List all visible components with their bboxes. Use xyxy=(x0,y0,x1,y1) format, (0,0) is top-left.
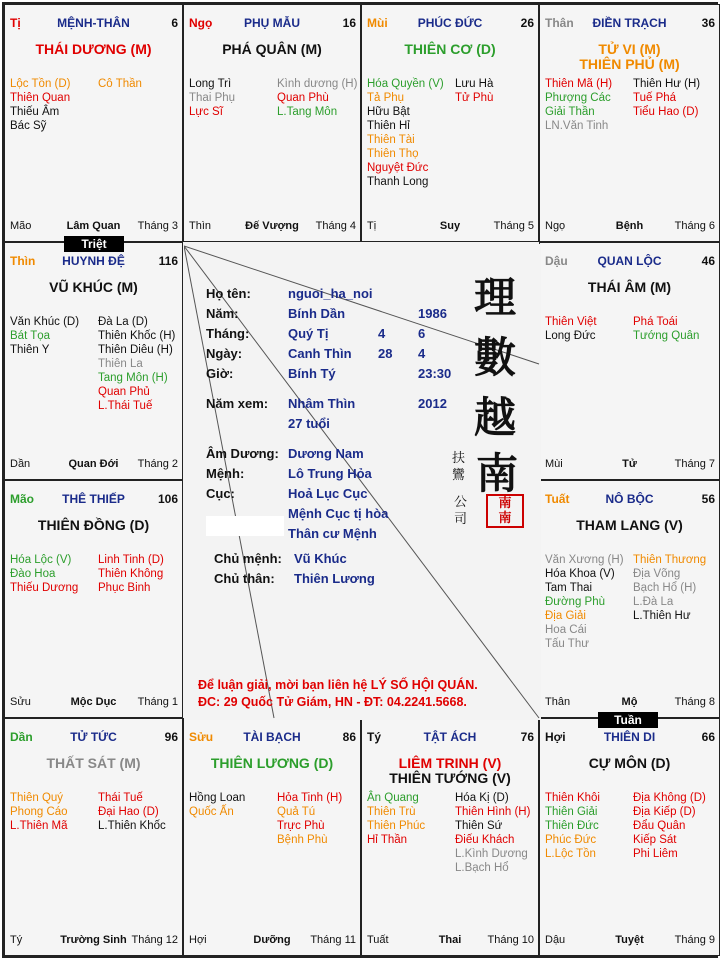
star-column xyxy=(10,315,79,357)
star-item: L.Tang Môn xyxy=(277,106,338,118)
star-item: L.Thái Tuế xyxy=(98,400,153,412)
star-column xyxy=(277,77,357,119)
palace-month-branch: Tý xyxy=(10,934,23,946)
calligraphy-char-2: 數 xyxy=(474,333,517,382)
calligraphy-small-1: 扶 鸞 xyxy=(452,451,466,483)
star-item: Thiên Giải xyxy=(545,806,598,818)
main-star: THIÊN TƯỚNG (V) xyxy=(389,770,511,786)
star-item: Ân Quang xyxy=(367,792,419,804)
star-item: Hóa Khoa (V) xyxy=(545,568,615,580)
calligraphy-char-1: 理 xyxy=(474,273,517,322)
year-number: 1986 xyxy=(418,306,447,321)
star-item: Tả Phụ xyxy=(367,92,405,104)
star-item: Tấu Thư xyxy=(545,638,589,650)
palace-branch: Dần xyxy=(10,730,33,744)
palace-branch: Thân xyxy=(545,16,574,30)
month-label: Tháng: xyxy=(206,326,250,341)
star-item: Tam Thai xyxy=(545,582,593,594)
star-column xyxy=(189,791,245,819)
star-column xyxy=(545,553,624,651)
destiny-master-value: Vũ Khúc xyxy=(294,551,347,566)
star-item: Long Đức xyxy=(545,330,596,342)
calligraphy-small-2: 公 司 xyxy=(454,495,468,527)
palace-number: 76 xyxy=(520,730,534,744)
day-solar: 4 xyxy=(418,346,426,361)
main-star: THÁI DƯƠNG (M) xyxy=(35,41,152,57)
star-column xyxy=(633,553,706,623)
star-item: Thiên Khôi xyxy=(545,792,600,804)
age-value: 27 tuổi xyxy=(288,416,330,431)
star-column xyxy=(545,315,597,343)
star-column xyxy=(98,77,142,91)
palace-header xyxy=(5,16,182,32)
horoscope-board xyxy=(2,2,718,958)
palace-month: Tháng 5 xyxy=(493,220,534,232)
palace-header xyxy=(540,254,719,270)
tuan-tag: Tuần xyxy=(598,712,658,728)
main-star: THÁI ÂM (M) xyxy=(587,279,672,295)
star-item: Hóa Lộc (V) xyxy=(10,554,72,566)
star-item: Thiên Diêu (H) xyxy=(98,344,173,356)
star-column xyxy=(633,315,699,343)
palace-branch: Dậu xyxy=(545,254,568,268)
star-item: Thanh Long xyxy=(367,176,429,188)
palace-month: Tháng 12 xyxy=(131,934,178,946)
main-star: THẤT SÁT (M) xyxy=(46,755,141,771)
star-item: Thiên Tài xyxy=(367,134,415,146)
palace-month-branch: Ngọ xyxy=(545,220,566,232)
star-item: L.Đà La xyxy=(633,596,674,608)
star-item: Cô Thần xyxy=(98,78,142,90)
palace-number: 36 xyxy=(701,16,715,30)
palace-number: 6 xyxy=(171,16,178,30)
star-item: Hữu Bật xyxy=(367,106,410,118)
palace-life-stage: Tử xyxy=(622,458,637,470)
center-info-panel xyxy=(184,244,541,720)
palace-mui xyxy=(361,4,539,242)
palace-number: 26 xyxy=(520,16,534,30)
name-label: Họ tên: xyxy=(206,286,251,301)
palace-month-branch: Tị xyxy=(367,220,377,232)
month-lunar: 4 xyxy=(378,326,386,341)
element-label: Cục: xyxy=(206,486,235,501)
palace-branch: Hợi xyxy=(545,730,566,744)
palace-month: Tháng 10 xyxy=(487,934,534,946)
star-item: Phá Toái xyxy=(633,316,678,328)
star-item: Bát Tọa xyxy=(10,330,51,342)
calligraphy-char-3: 越 xyxy=(474,393,517,442)
star-item: Địa Võng xyxy=(633,568,681,580)
star-item: Địa Giải xyxy=(545,610,586,622)
star-item: Thiên Phúc xyxy=(367,820,426,832)
palace-dau xyxy=(539,242,720,480)
star-column xyxy=(10,553,78,595)
star-item: Phục Binh xyxy=(98,582,151,594)
star-item: Đào Hoa xyxy=(10,568,56,580)
palace-number: 96 xyxy=(164,730,178,744)
star-column xyxy=(633,791,706,861)
palace-ti xyxy=(4,4,183,242)
element-note-1: Mệnh Cục tị hòa xyxy=(288,506,389,521)
body-master-label: Chủ thân: xyxy=(214,571,275,586)
palace-header xyxy=(184,730,360,746)
element-value: Hoả Lục Cục xyxy=(288,486,368,501)
star-item: Lực Sĩ xyxy=(189,106,223,118)
star-item: Hóa Kị (D) xyxy=(455,792,509,804)
view-year-value: Nhâm Thìn xyxy=(288,396,356,411)
palace-number: 106 xyxy=(157,492,178,506)
star-item: Hỏa Tinh (H) xyxy=(277,792,343,804)
month-value: Quý Tị xyxy=(288,326,329,341)
palace-month-branch: Mão xyxy=(10,220,32,232)
star-item: Thiếu Âm xyxy=(10,106,60,118)
palace-name: PHÚC ĐỨC xyxy=(417,16,483,30)
palace-name: PHỤ MẪU xyxy=(244,16,300,30)
palace-number: 46 xyxy=(701,254,715,268)
yin-yang-value: Dương Nam xyxy=(288,446,364,461)
star-item: Lưu Hà xyxy=(455,78,494,90)
star-item: Tiểu Hao (D) xyxy=(633,106,699,118)
palace-month: Tháng 8 xyxy=(674,696,715,708)
palace-branch: Tị xyxy=(10,16,21,30)
star-item: Tử Phù xyxy=(455,92,494,104)
star-item: Đường Phù xyxy=(545,596,605,608)
star-item: L.Bạch Hổ xyxy=(455,862,509,874)
star-item: Thiên Đức xyxy=(545,820,599,832)
star-item: Địa Không (D) xyxy=(633,792,706,804)
star-item: Trực Phù xyxy=(277,820,325,832)
main-star: CỰ MÔN (D) xyxy=(588,755,671,771)
palace-name: ĐIỀN TRẠCH xyxy=(592,16,667,30)
palace-header xyxy=(5,492,182,508)
star-item: Bệnh Phù xyxy=(277,834,328,846)
palace-life-stage: Quan Đới xyxy=(68,458,119,470)
star-item: Tướng Quân xyxy=(633,330,700,342)
palace-header xyxy=(362,16,538,32)
palace-life-stage: Suy xyxy=(439,220,461,232)
palace-name: THÊ THIẾP xyxy=(62,492,125,506)
palace-month: Tháng 3 xyxy=(137,220,178,232)
palace-hoi xyxy=(539,718,720,956)
star-item: Thái Tuế xyxy=(98,792,143,804)
view-year-label: Năm xem: xyxy=(206,396,269,411)
palace-life-stage: Mộ xyxy=(621,696,638,708)
palace-header xyxy=(5,254,182,270)
main-star: LIÊM TRINH (V) xyxy=(398,755,502,771)
main-star: TỬ VI (M) xyxy=(598,41,661,57)
star-item: L.Thiên Khốc xyxy=(98,820,166,832)
star-column xyxy=(545,77,612,133)
palace-month-branch: Sửu xyxy=(10,696,31,708)
palace-month: Tháng 1 xyxy=(137,696,178,708)
palace-name: HUYNH ĐỆ xyxy=(62,254,125,268)
star-item: Phượng Các xyxy=(545,92,611,104)
star-item: Đà La (D) xyxy=(98,316,148,328)
palace-header xyxy=(5,730,182,746)
palace-month: Tháng 11 xyxy=(310,934,356,946)
star-item: Tuế Phá xyxy=(633,92,677,104)
star-column xyxy=(277,791,342,847)
palace-number: 116 xyxy=(158,254,178,268)
yin-yang-label: Âm Dương: xyxy=(206,446,279,461)
palace-name: TẬT ÁCH xyxy=(423,730,477,744)
star-item: Thiên Hỉ xyxy=(367,120,410,132)
palace-name: THIÊN DI xyxy=(603,730,656,744)
palace-branch: Sửu xyxy=(189,730,214,744)
main-star: THIÊN CƠ (D) xyxy=(404,41,496,57)
star-item: Thiên Sứ xyxy=(455,820,503,832)
main-star: THIÊN LƯƠNG (D) xyxy=(210,755,334,771)
star-item: Thiên Y xyxy=(10,344,50,356)
star-column xyxy=(98,791,166,833)
star-item: L.Kình Dương xyxy=(455,848,528,860)
palace-month-branch: Dần xyxy=(10,458,31,470)
star-column xyxy=(455,791,530,875)
palace-dan xyxy=(4,718,183,956)
palace-than xyxy=(539,4,720,242)
year-value: Bính Dần xyxy=(288,306,346,321)
star-item: Phi Liêm xyxy=(633,848,678,860)
star-item: Lộc Tồn (D) xyxy=(10,78,71,90)
palace-header xyxy=(184,16,360,32)
star-item: Thiên Quý xyxy=(10,792,64,804)
palace-ty xyxy=(361,718,539,956)
star-item: Thiên Thọ xyxy=(367,148,419,160)
palace-name: TỬ TỨC xyxy=(70,730,117,744)
star-column xyxy=(455,77,493,105)
palace-life-stage: Đế Vượng xyxy=(245,220,299,232)
star-item: Hoa Cái xyxy=(545,624,587,636)
star-item: Quan Phù xyxy=(277,92,329,104)
destiny-value: Lô Trung Hỏa xyxy=(288,466,372,481)
palace-name: NÔ BỘC xyxy=(605,492,654,506)
main-star: THIÊN ĐỒNG (D) xyxy=(37,517,150,533)
palace-life-stage: Lâm Quan xyxy=(66,220,121,232)
star-item: Bạch Hổ (H) xyxy=(633,582,697,594)
star-item: Thiên Quan xyxy=(10,92,71,104)
month-solar: 6 xyxy=(418,326,426,341)
star-item: Bác Sỹ xyxy=(10,120,47,132)
contact-line-1: Để luận giải, mời bạn liên hệ LÝ SỐ HỘI QUÁN. xyxy=(198,678,478,692)
palace-life-stage: Thai xyxy=(438,934,462,946)
body-master-value: Thiên Lương xyxy=(294,571,375,586)
star-item: L.Lộc Tồn xyxy=(545,848,596,860)
palace-month-branch: Thân xyxy=(545,696,571,708)
star-column xyxy=(367,77,444,189)
star-item: Tang Môn (H) xyxy=(98,372,168,384)
palace-header xyxy=(540,492,719,508)
star-item: Phúc Đức xyxy=(545,834,597,846)
palace-month: Tháng 2 xyxy=(137,458,178,470)
palace-mao xyxy=(4,480,183,718)
star-item: Giải Thần xyxy=(545,106,595,118)
star-item: Thiên Thương xyxy=(633,554,707,566)
star-column xyxy=(545,791,600,861)
palace-month: Tháng 9 xyxy=(674,934,715,946)
star-item: Thiên Trù xyxy=(367,806,416,818)
star-column xyxy=(10,791,68,833)
star-item: Nguyệt Đức xyxy=(367,162,429,174)
destiny-master-label: Chủ mệnh: xyxy=(214,551,282,566)
star-column xyxy=(98,553,164,595)
star-item: Văn Khúc (D) xyxy=(10,316,80,328)
star-item: Linh Tinh (D) xyxy=(98,554,164,566)
name-value: nguoi_ha_noi xyxy=(288,286,373,301)
palace-life-stage: Dưỡng xyxy=(253,934,291,946)
palace-month-branch: Hợi xyxy=(189,934,207,946)
palace-branch: Thìn xyxy=(10,254,36,268)
palace-suu xyxy=(183,718,361,956)
star-item: Thiên Hư (H) xyxy=(633,78,701,90)
redacted-box xyxy=(206,516,284,536)
palace-name: TÀI BẠCH xyxy=(243,730,301,744)
star-column xyxy=(189,77,235,119)
palace-header xyxy=(540,16,719,32)
palace-tuat xyxy=(539,480,720,718)
palace-number: 86 xyxy=(342,730,356,744)
palace-number: 66 xyxy=(701,730,715,744)
star-item: Thai Phụ xyxy=(189,92,236,104)
destiny-label: Mệnh: xyxy=(206,466,245,481)
star-column xyxy=(367,791,425,847)
star-item: Phong Cáo xyxy=(10,806,68,818)
palace-month: Tháng 4 xyxy=(315,220,356,232)
star-item: Kiếp Sát xyxy=(633,834,677,846)
star-item: Thiên Việt xyxy=(545,316,597,328)
hour-time: 23:30 xyxy=(418,366,452,381)
palace-month-branch: Tuất xyxy=(367,934,389,946)
star-item: Thiên Hình (H) xyxy=(455,806,531,818)
palace-header xyxy=(362,730,538,746)
hour-value: Bính Tý xyxy=(288,366,336,381)
palace-month-branch: Mùi xyxy=(545,458,563,470)
palace-life-stage: Bệnh xyxy=(615,220,644,232)
day-value: Canh Thìn xyxy=(288,346,352,361)
palace-life-stage: Trường Sinh xyxy=(60,934,127,946)
star-item: Thiên Khốc (H) xyxy=(98,330,176,342)
view-year-number: 2012 xyxy=(418,396,447,411)
palace-month: Tháng 6 xyxy=(674,220,715,232)
palace-branch: Tý xyxy=(367,730,382,744)
palace-name: QUAN LỘC xyxy=(597,254,662,268)
palace-life-stage: Tuyệt xyxy=(615,934,644,946)
star-item: Quốc Ấn xyxy=(189,806,234,818)
main-star: THIÊN PHỦ (M) xyxy=(579,56,680,72)
palace-thin xyxy=(4,242,183,480)
day-lunar: 28 xyxy=(378,346,393,361)
star-item: Hóa Quyền (V) xyxy=(367,78,444,90)
star-column xyxy=(98,315,175,413)
triet-tag: Triệt xyxy=(64,236,124,252)
palace-number: 16 xyxy=(342,16,356,30)
palace-branch: Mùi xyxy=(367,16,388,30)
palace-branch: Ngọ xyxy=(189,16,213,30)
star-item: Kình dương (H) xyxy=(277,78,358,90)
star-item: Thiên La xyxy=(98,358,143,370)
red-seal-stamp: 南 南 xyxy=(486,494,524,528)
star-item: Đẩu Quân xyxy=(633,820,686,832)
star-item: L.Thiên Mã xyxy=(10,820,68,832)
palace-month: Tháng 7 xyxy=(674,458,715,470)
palace-ngo xyxy=(183,4,361,242)
star-column xyxy=(633,77,700,119)
main-star: PHÁ QUÂN (M) xyxy=(222,41,322,57)
star-item: Điếu Khách xyxy=(455,834,515,846)
palace-number: 56 xyxy=(701,492,715,506)
star-item: Long Trì xyxy=(189,78,232,90)
main-star: THAM LANG (V) xyxy=(576,517,683,533)
star-item: Đại Hao (D) xyxy=(98,806,159,818)
palace-month-branch: Dậu xyxy=(545,934,566,946)
star-item: Địa Kiếp (D) xyxy=(633,806,696,818)
palace-month-branch: Thìn xyxy=(189,220,212,232)
star-item: Thiên Mã (H) xyxy=(545,78,613,90)
palace-name: MỆNH-THÂN xyxy=(57,16,130,30)
star-item: Thiên Không xyxy=(98,568,164,580)
palace-branch: Mão xyxy=(10,492,34,506)
palace-header xyxy=(540,730,719,746)
main-star: VŨ KHÚC (M) xyxy=(49,279,138,295)
element-note-2: Thân cư Mệnh xyxy=(288,526,377,541)
star-item: LN.Văn Tinh xyxy=(545,120,609,132)
contact-line-2: ĐC: 29 Quốc Tử Giám, HN - ĐT: 04.2241.5668. xyxy=(198,695,467,709)
calligraphy-char-4: 南 xyxy=(476,449,519,498)
star-item: Hỉ Thần xyxy=(367,834,408,846)
star-item: Quan Phủ xyxy=(98,386,150,398)
star-item: Thiếu Dương xyxy=(10,582,79,594)
star-item: Quả Tú xyxy=(277,806,316,818)
day-label: Ngày: xyxy=(206,346,243,361)
star-item: L.Thiên Hư xyxy=(633,610,691,622)
star-item: Văn Xương (H) xyxy=(545,554,624,566)
star-item: Hồng Loan xyxy=(189,792,246,804)
star-column xyxy=(10,77,71,133)
year-label: Năm: xyxy=(206,306,239,321)
palace-life-stage: Mộc Dục xyxy=(70,696,117,708)
palace-branch: Tuất xyxy=(545,492,570,506)
hour-label: Giờ: xyxy=(206,366,234,381)
